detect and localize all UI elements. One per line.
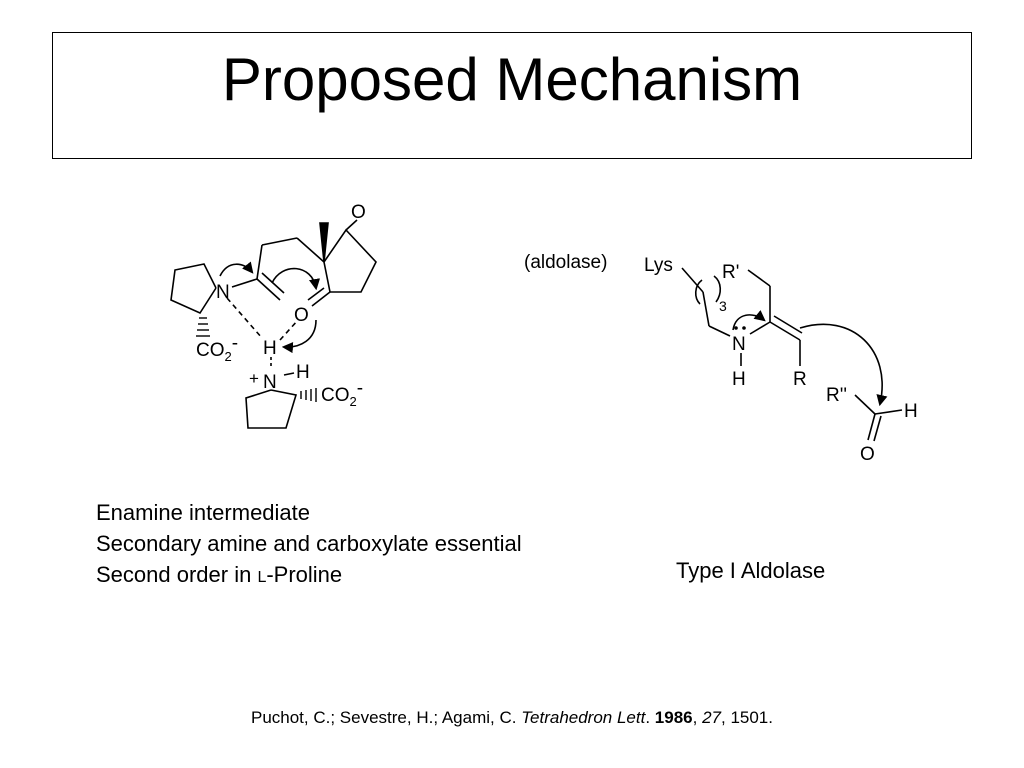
lys-chain-1: [682, 268, 703, 292]
curved-arrow-enamine-to-carbonyl: [272, 269, 316, 288]
lys-chain-2: [703, 292, 709, 326]
ring-bond-r-prime: [748, 270, 770, 286]
left-atom-labels: [196, 202, 366, 409]
aldehyde-o: O: [860, 444, 875, 465]
ammonium-n: N: [263, 372, 277, 393]
aldehyde-bond-h: [875, 410, 902, 414]
stereo-hash-bottom: [301, 388, 316, 402]
ketone-o-mid: O: [294, 305, 309, 326]
methyl-wedge: [320, 223, 328, 262]
citation: Puchot, C.; Sevestre, H.; Agami, C. Tetrahedron Lett. 1986, 27, 1501.: [250, 708, 773, 727]
bond-nh: [284, 373, 294, 375]
dashed-n-h: [227, 298, 262, 338]
enamine-double-2: [262, 273, 284, 293]
lone-pair-dot-1: [734, 326, 738, 330]
enamine-double-1: [257, 279, 280, 300]
lone-pair-dot-2: [742, 326, 746, 330]
r-label: R: [793, 369, 807, 390]
bridging-h: H: [263, 338, 277, 359]
bond-n-enamine: [232, 279, 257, 287]
plus-sign: +: [249, 369, 259, 388]
repeat-subscript: 3: [719, 298, 727, 314]
carboxylate-top: $CO_2-$: [196, 333, 239, 364]
page-title: Proposed Mechanism: [221, 46, 803, 113]
lys-label: Lys: [644, 255, 673, 276]
note-enamine: Enamine intermediate: [96, 500, 311, 525]
double-bond-2: [774, 316, 802, 333]
r-prime-label: R': [722, 262, 740, 283]
double-bond-1: [770, 322, 800, 340]
r-double-prime-label: R'': [826, 385, 847, 406]
ketone-o-top: O: [351, 202, 366, 223]
imine-h: H: [732, 369, 746, 390]
curved-arrow-n-to-enamine: [220, 264, 252, 276]
right-enzyme-structure: [682, 268, 902, 441]
enzyme-label: (aldolase): [524, 252, 608, 273]
enamine-chain-1: [257, 245, 262, 279]
stereo-hash-top: [196, 318, 210, 336]
right-atom-labels: [524, 252, 918, 465]
aldehyde-double-1: [868, 414, 875, 440]
pyrrolidine-ring-top: [171, 264, 216, 313]
ammonium-h: H: [296, 362, 310, 383]
enamine-chain-2: [262, 238, 297, 245]
type-label: Type I Aldolase: [676, 558, 826, 583]
enamine-chain-3: [297, 238, 324, 262]
carboxylate-bottom: $CO_2-$: [321, 378, 364, 409]
imine-n-bond: [750, 322, 770, 334]
cyclopentanone-ring: [324, 230, 376, 292]
aldehyde-double-2: [874, 416, 881, 441]
imine-n: N: [732, 334, 746, 355]
enamine-n: N: [216, 282, 230, 303]
aldehyde-bond-r: [855, 395, 875, 414]
note-amine-carboxylate: Secondary amine and carboxylate essential: [96, 531, 522, 556]
mechanism-notes: [96, 497, 522, 593]
aldehyde-h: H: [904, 401, 918, 422]
note-second-order: Second order in L-Proline: [96, 562, 343, 587]
lys-chain-3: [709, 326, 730, 336]
pyrrolidine-ring-bottom: [246, 390, 296, 428]
